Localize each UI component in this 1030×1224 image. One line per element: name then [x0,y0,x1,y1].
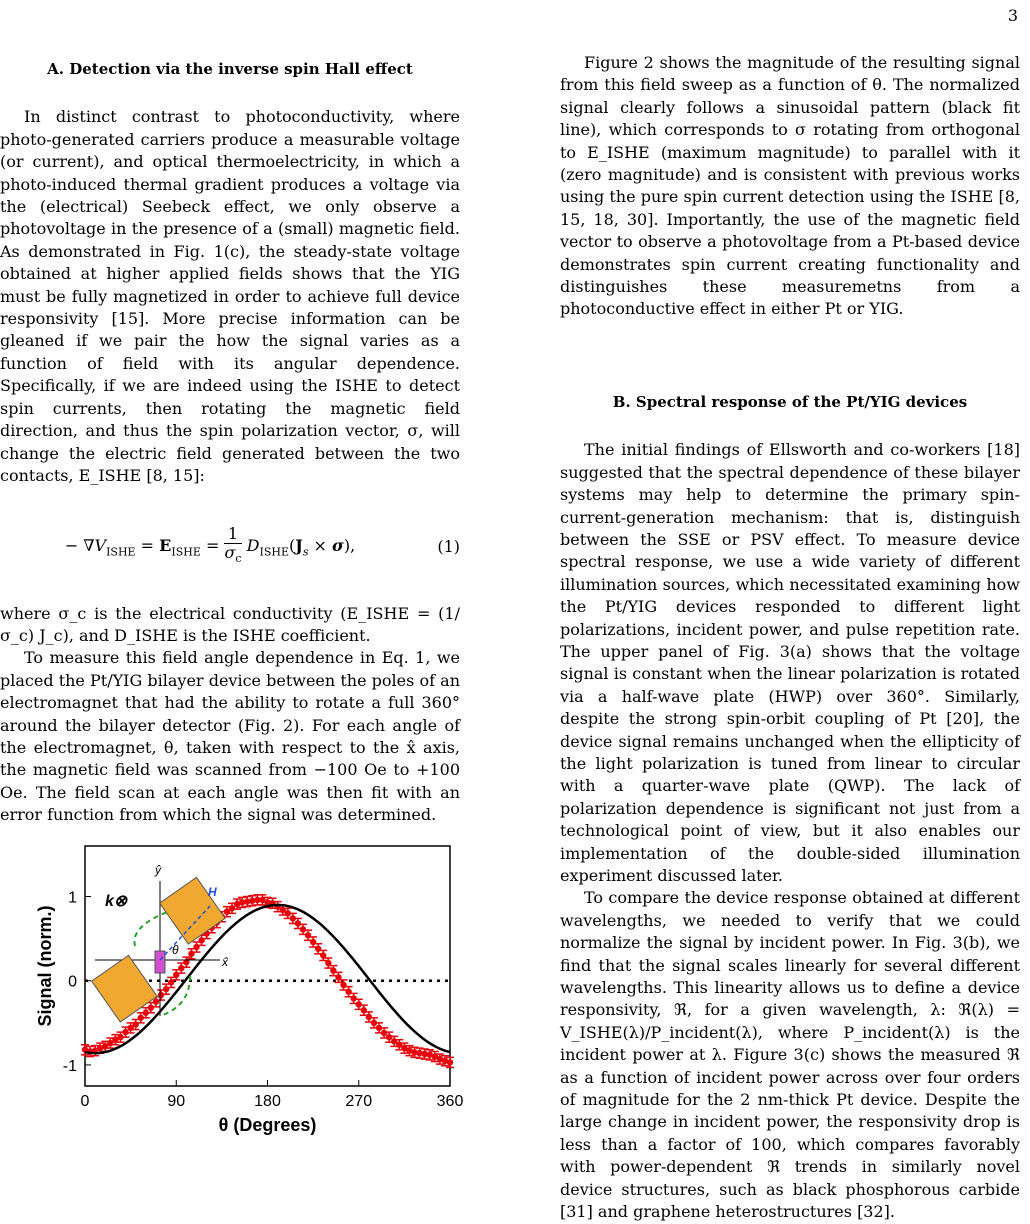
x-tick-label: 180 [254,1093,281,1110]
figure-2 [30,836,480,1136]
x-tick-label: 360 [436,1093,464,1110]
inset-schematic [92,863,229,1022]
paragraph: where σ_c is the electrical conductivity (E_ISHE = (1/σ_c) J_c), and D_ISHE is the ISHE coefficient. [0,603,460,645]
signal-vs-angle-chart [30,836,480,1136]
right-column [560,52,1020,1224]
equation-1 [0,525,460,568]
paragraph: In distinct contrast to photoconductivity, where photo-generated carriers produce a measurable voltage (or current), and optical thermoelectricity, in which a photo-induced thermal gradient produces a voltage via the (electrical) Seebeck effect, we only observe a photovoltage in the presence of a (small) magnetic field. As demonstrated in Fig. 1(c), the steady-state voltage obtained at higher applied fields shows that the YIG must be fully magnetized in order to achieve full device responsivity [15]. More precise information can be gleaned if we pair the how the signal varies as a function of field with its angular dependence. Specifically, if we are indeed using the ISHE to detect spin currents, then rotating the magnetic field direction, and thus the spin polarization vector, σ, will change the electric field generated between the two contacts, E_ISHE [8, 15]: [0,107,460,485]
data-point [356,1001,362,1007]
paragraph: Figure 2 shows the magnitude of the resulting signal from this field sweep as a function of θ. The normalized signal clearly follows a sinusoidal pattern (black fit line), which corresponds to σ rotating from orthogonal to E_ISHE (maximum magnitude) to parallel with it (zero magnitude) and is consistent with previous works using the pure spin current detection using the ISHE [8, 15, 18, 30]. Importantly, the use of the magnetic field vector to observe a photovoltage from a Pt-based device demonstrates spin current creating functionality and distinguishes these measuremetns from a photoconductive effect in either Pt or YIG. [560,53,1020,319]
inset-rotation-arrow [134,911,170,946]
section-heading-a: A. Detection via the inverse spin Hall effect [47,60,413,78]
y-axis-label: Signal (norm.) [35,905,55,1027]
data-point [447,1059,453,1065]
x-tick-label: 0 [80,1093,90,1110]
data-point [122,1029,128,1035]
inset-k-label: k⊗ [105,893,128,910]
section-heading-b: B. Spectral response of the Pt/YIG devices [612,392,968,411]
data-point [148,1004,154,1010]
data-point [158,992,164,998]
data-point [300,926,306,932]
plot-frame [85,846,450,1086]
inset-y-label: ŷ [155,863,161,877]
equation-body: − $\nabla V_{ISHE} = E_{ISHE}$ = $\frac{1}{\sigma_c}$ $D_{ISHE}(J_s \times \sigma)$, [64,524,356,566]
data-point [350,995,356,1001]
x-axis-label: θ (Degrees) [218,1115,317,1135]
data-point [178,965,184,971]
inset-x-label: x̂ [222,955,228,969]
left-column [0,58,460,827]
data-point [366,1014,372,1020]
data-point [386,1034,392,1040]
paragraph: To measure this field angle dependence in Eq. 1, we placed the Pt/YIG bilayer device between the poles of an electromagnet that had the ability to rotate a full 360° around the bilayer detector (Fig. 2). For each angle of the electromagnet, θ, taken with respect to the x̂ axis, the magnetic field was scanned from −100 Oe to +100 Oe. The field scan at each angle was then fit with an error function from which the signal was determined. [0,648,460,825]
inset-theta-label: θ [172,943,179,957]
x-tick-label: 90 [167,1093,186,1110]
data-point [229,905,235,911]
x-tick-label: 270 [345,1093,373,1110]
y-tick-label: -1 [62,1057,77,1075]
data-point [295,920,301,926]
data-point [381,1030,387,1036]
y-tick-label: 0 [68,973,77,991]
y-tick-label: 1 [68,889,77,907]
paragraph: The initial findings of Ellsworth and co-workers [18] suggested that the spectral dependence of these bilayer systems may help to determine the primary spin-current-generation mechanism: that is, distinguish between the SSE or PSV effect. To measure device spectral response, we use a wide variety of different illumination sources, which necessitated examining how the Pt/YIG devices responded to different light polarizations, incident power, and pulse repetition rate. The upper panel of Fig. 3(a) shows that the voltage signal is constant when the linear polarization is rotated via a half-wave plate (HWP) over 360°. Similarly, despite the strong spin-orbit coupling of Pt [20], the device signal remains unchanged when the ellipticity of the light polarization is tuned from linear to circular with a quarter-wave plate (QWP). The lack of polarization dependence is significant not just from a technological point of view, but it also enables our implementation of the double-sided illumination experiment discussed later. [560,440,1020,885]
paragraph: To compare the device response obtained at different wavelengths, we needed to verify that we could normalize the signal by incident power. In Fig. 3(b), we find that the signal scales linearly for several different wavelengths. This linearity allows us to define a device responsivity, ℜ, for a given wavelength, λ: ℜ(λ) = V_ISHE(λ)/P_incident(λ), where P_incident(λ) is the incident power at λ. Figure 3(c) shows the measured ℜ as a function of incident power across over four orders of magnitude for the 2 nm-thick Pt device. Despite the large change in incident power, the responsivity drop is less than a factor of 100, which compares favorably with power-dependent ℜ trends in similarly novel device structures, such as black phosphorous carbide [31] and graphene heterostructures [32]. [560,888,1020,1222]
equation-number: (1) [437,536,460,556]
inset-H-label: H [208,885,217,899]
page-number: 3 [1007,6,1018,25]
inset-device [155,951,165,973]
